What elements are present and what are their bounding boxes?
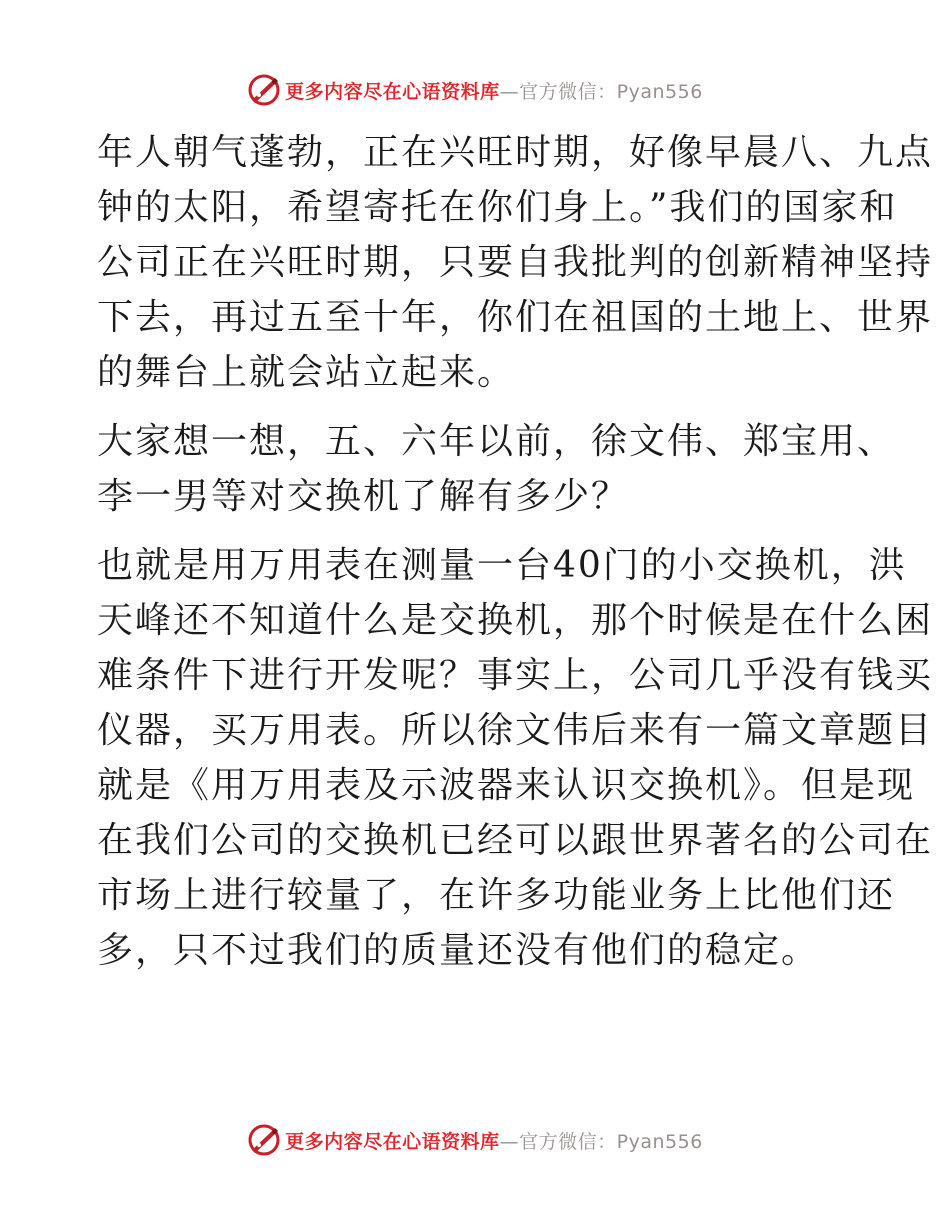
pen-logo-icon — [247, 73, 281, 107]
text-line: 就是《用万用表及示波器来认识交换机》。但是现 — [97, 765, 916, 806]
text-line: 钟的太阳，希望寄托在你们身上。”我们的国家和 — [97, 187, 898, 228]
text-line: 难条件下进行开发呢？事实上，公司几乎没有钱买 — [97, 655, 934, 696]
footer-watermark-dash: — — [499, 1130, 520, 1153]
paragraph-2 — [97, 414, 896, 524]
header-watermark — [0, 70, 950, 110]
footer-watermark-wechat: 官方微信：Pyan556 — [519, 1130, 703, 1153]
text-line: 仪器，买万用表。所以徐文伟后来有一篇文章题目 — [97, 710, 934, 751]
header-watermark-site: 更多内容尽在心语资料库 — [285, 80, 500, 103]
header-watermark-dash: — — [499, 80, 520, 103]
text-line: 市场上进行较量了，在许多功能业务上比他们还 — [97, 875, 896, 916]
text-line: 的舞台上就会站立起来。 — [97, 352, 516, 393]
text-line: 下去，再过五至十年，你们在祖国的土地上、世界 — [97, 297, 934, 338]
footer-watermark-site: 更多内容尽在心语资料库 — [285, 1130, 500, 1153]
text-line: 多，只不过我们的质量还没有他们的稳定。 — [97, 930, 820, 971]
text-line: 也就是用万用表在测量一台40门的小交换机，洪 — [97, 545, 907, 586]
text-line: 天峰还不知道什么是交换机，那个时候是在什么困 — [97, 600, 934, 641]
text-line: 在我们公司的交换机已经可以跟世界著名的公司在 — [97, 820, 934, 861]
text-line: 李一男等对交换机了解有多少？ — [97, 476, 630, 517]
header-watermark-wechat: 官方微信：Pyan556 — [519, 80, 703, 103]
text-line: 年人朝气蓬勃，正在兴旺时期，好像早晨八、九点 — [97, 132, 934, 173]
text-line: 大家想一想，五、六年以前，徐文伟、郑宝用、 — [97, 421, 896, 462]
paragraph-1 — [97, 125, 934, 400]
text-line: 公司正在兴旺时期，只要自我批判的创新精神坚持 — [97, 242, 934, 283]
footer-watermark — [0, 1120, 950, 1160]
pen-logo-icon — [247, 1123, 281, 1157]
document-body — [97, 125, 934, 978]
paragraph-3 — [97, 538, 934, 978]
